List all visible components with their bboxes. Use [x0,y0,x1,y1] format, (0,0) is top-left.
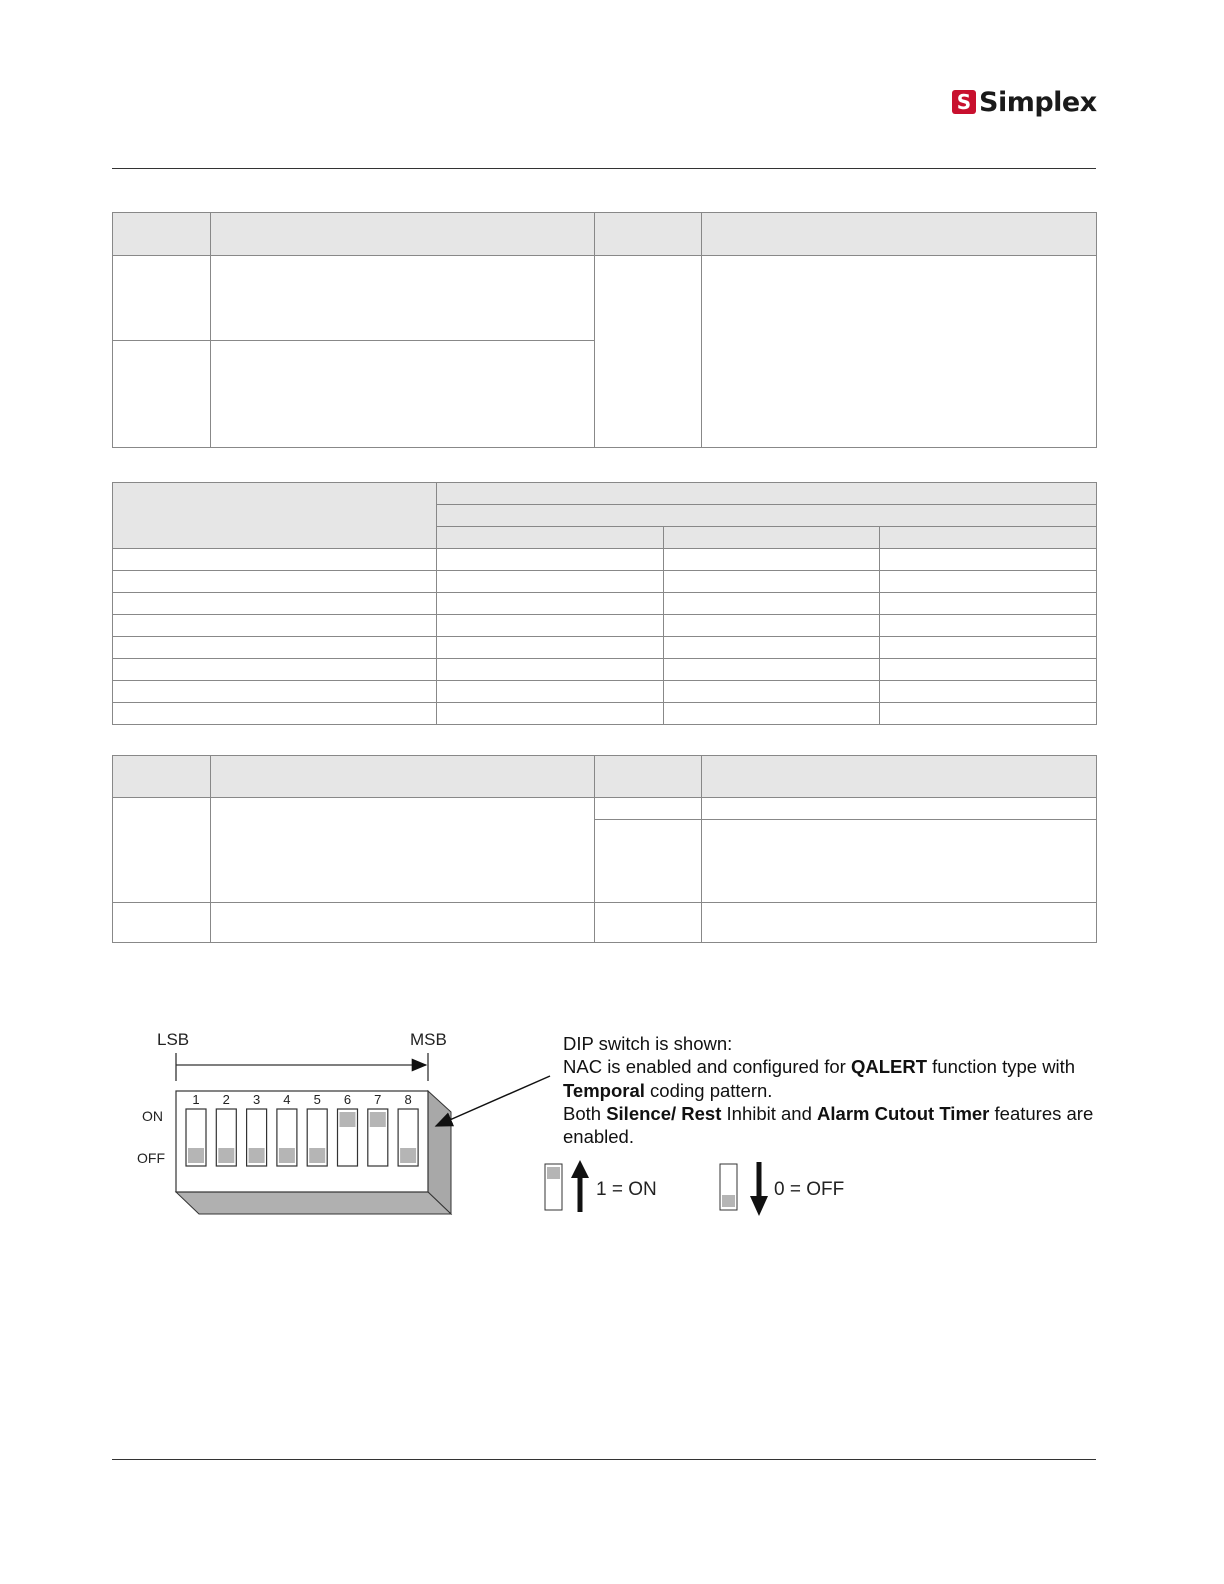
legend-off-text: 0 = OFF [774,1179,845,1200]
switch-number-4: 4 [283,1092,291,1107]
switch-number-1: 1 [192,1092,200,1107]
legend-on-switch-lever [547,1167,560,1179]
dip-body [176,1091,428,1192]
brand-name: Simplex [979,86,1097,118]
description-line-4: Both Silence/ Rest Inhibit and Alarm Cutout Timer features are [563,1102,1094,1124]
pointer-arrow [436,1076,550,1126]
on-label: ON [142,1108,163,1124]
dip-body-bottom [176,1192,451,1214]
dip-switch-lever-1 [188,1148,204,1163]
dip-switch-lever-6 [340,1112,356,1127]
dip-switch-lever-7 [370,1112,386,1127]
switch-number-6: 6 [343,1092,352,1107]
simplex-logo-icon: S [952,90,976,114]
off-label: OFF [137,1150,165,1166]
legend-on-text: 1 = ON [596,1179,657,1200]
arrow-up-icon-head [571,1160,589,1178]
description-line-2: NAC is enabled and configured for QALERT function type with [563,1056,1076,1078]
dip-switch-lever-2 [218,1148,234,1163]
msb-label: MSB [410,1030,447,1049]
switch-number-3: 3 [252,1092,261,1107]
switch-number-5: 5 [313,1092,321,1107]
description-line-5: enabled. [563,1126,634,1148]
lsb-label: LSB [157,1030,190,1049]
switch-number-7: 7 [374,1092,382,1107]
switch-number-2: 2 [222,1092,230,1107]
dip-switch-lever-3 [249,1148,265,1163]
dip-description [563,1032,1163,1148]
dip-switch-lever-5 [309,1148,325,1163]
description-line-3: Temporal coding pattern. [563,1079,773,1101]
dip-switch-lever-8 [400,1148,416,1163]
dip-switch-lever-4 [279,1148,295,1163]
footer-rule [112,1459,1096,1460]
switch-number-8: 8 [404,1092,412,1107]
description-line-1: DIP switch is shown: [563,1033,733,1054]
legend-off-switch-lever [722,1195,735,1207]
arrow-down-icon-head [750,1196,768,1216]
